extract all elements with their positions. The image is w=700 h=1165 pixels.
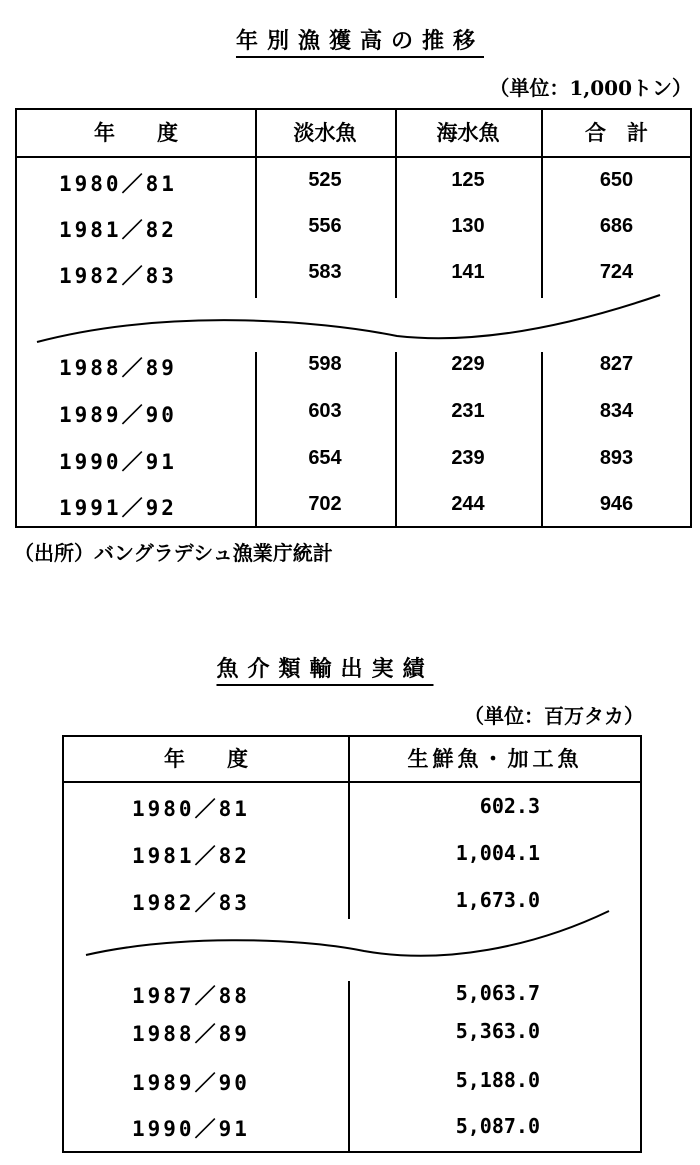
table1-total: 686 xyxy=(599,215,634,237)
table1-fresh: 598 xyxy=(308,353,342,375)
table1-year: 1991／92 xyxy=(59,496,177,520)
table1-sea: 141 xyxy=(451,261,485,283)
table2-col-divider xyxy=(348,981,350,1153)
table2-value: 5,087.0 xyxy=(455,1114,540,1138)
table2-value: 5,188.0 xyxy=(455,1068,540,1092)
table1-header xyxy=(17,110,690,158)
table2-header-year: 年 度 xyxy=(164,746,248,771)
table2-header xyxy=(64,737,640,783)
table1-sea: 125 xyxy=(451,169,485,191)
table1-fresh: 525 xyxy=(308,169,342,191)
table1-total: 834 xyxy=(599,400,634,422)
table2-header-value: 生鮮魚・加工魚 xyxy=(407,746,583,771)
table2-year: 1989／90 xyxy=(132,1071,250,1095)
table1-header-seawater: 海水魚 xyxy=(436,120,500,145)
table1-sea: 244 xyxy=(451,493,485,515)
table2-value: 602.3 xyxy=(479,794,540,818)
table2-year: 1987／88 xyxy=(132,984,250,1008)
table1-header-divider xyxy=(541,110,543,156)
table1-year: 1980／81 xyxy=(59,172,177,196)
table2-value: 1,673.0 xyxy=(455,888,540,912)
table1-fresh: 556 xyxy=(308,215,342,237)
seafood-export-table xyxy=(62,735,642,1153)
table1-total: 946 xyxy=(599,493,634,515)
table1-break-wave xyxy=(17,290,694,350)
table2-break-wave xyxy=(64,907,644,967)
table2-col-divider xyxy=(348,783,350,919)
table1-total: 827 xyxy=(599,353,634,375)
table1-source: （出所）バングラデシュ漁業庁統計 xyxy=(14,541,333,565)
table2-value: 1,004.1 xyxy=(455,841,540,865)
table1-sea: 130 xyxy=(451,215,485,237)
table1-total: 724 xyxy=(599,261,634,283)
table1-total: 650 xyxy=(599,169,634,191)
table2-value: 5,063.7 xyxy=(455,981,540,1005)
table1-year: 1988／89 xyxy=(59,356,177,380)
table1-header-divider xyxy=(255,110,257,156)
table2-unit: （単位：百万タカ） xyxy=(464,704,644,728)
table1-unit: （単位：1,000トン） xyxy=(489,76,692,100)
table1-header-freshwater: 淡水魚 xyxy=(293,120,357,145)
table1-year: 1982／83 xyxy=(59,264,177,288)
table1-fresh: 654 xyxy=(308,447,342,469)
table1-title: 年別漁獲高の推移 xyxy=(235,28,484,54)
table1-total: 893 xyxy=(599,447,634,469)
table1-sea: 239 xyxy=(451,447,485,469)
table2-value: 5,363.0 xyxy=(455,1019,540,1043)
table2-year: 1981／82 xyxy=(132,844,250,868)
table1-fresh: 702 xyxy=(308,493,342,515)
table1-header-year: 年 度 xyxy=(94,120,178,145)
fish-catch-table xyxy=(15,108,692,528)
table1-fresh: 583 xyxy=(308,261,342,283)
table1-sea: 231 xyxy=(451,400,485,422)
table1-year: 1990／91 xyxy=(59,450,177,474)
table2-year: 1982／83 xyxy=(132,891,250,915)
table2-year: 1988／89 xyxy=(132,1022,250,1046)
table2-header-divider xyxy=(348,737,350,781)
table1-year: 1981／82 xyxy=(59,218,177,242)
table1-header-divider xyxy=(395,110,397,156)
table1-year: 1989／90 xyxy=(59,403,177,427)
table2-year: 1990／91 xyxy=(132,1117,250,1141)
table2-title: 魚介類輸出実績 xyxy=(216,656,434,682)
table1-sea: 229 xyxy=(451,353,485,375)
table1-fresh: 603 xyxy=(308,400,342,422)
table1-header-total: 合 計 xyxy=(585,120,648,145)
table2-year: 1980／81 xyxy=(132,797,250,821)
